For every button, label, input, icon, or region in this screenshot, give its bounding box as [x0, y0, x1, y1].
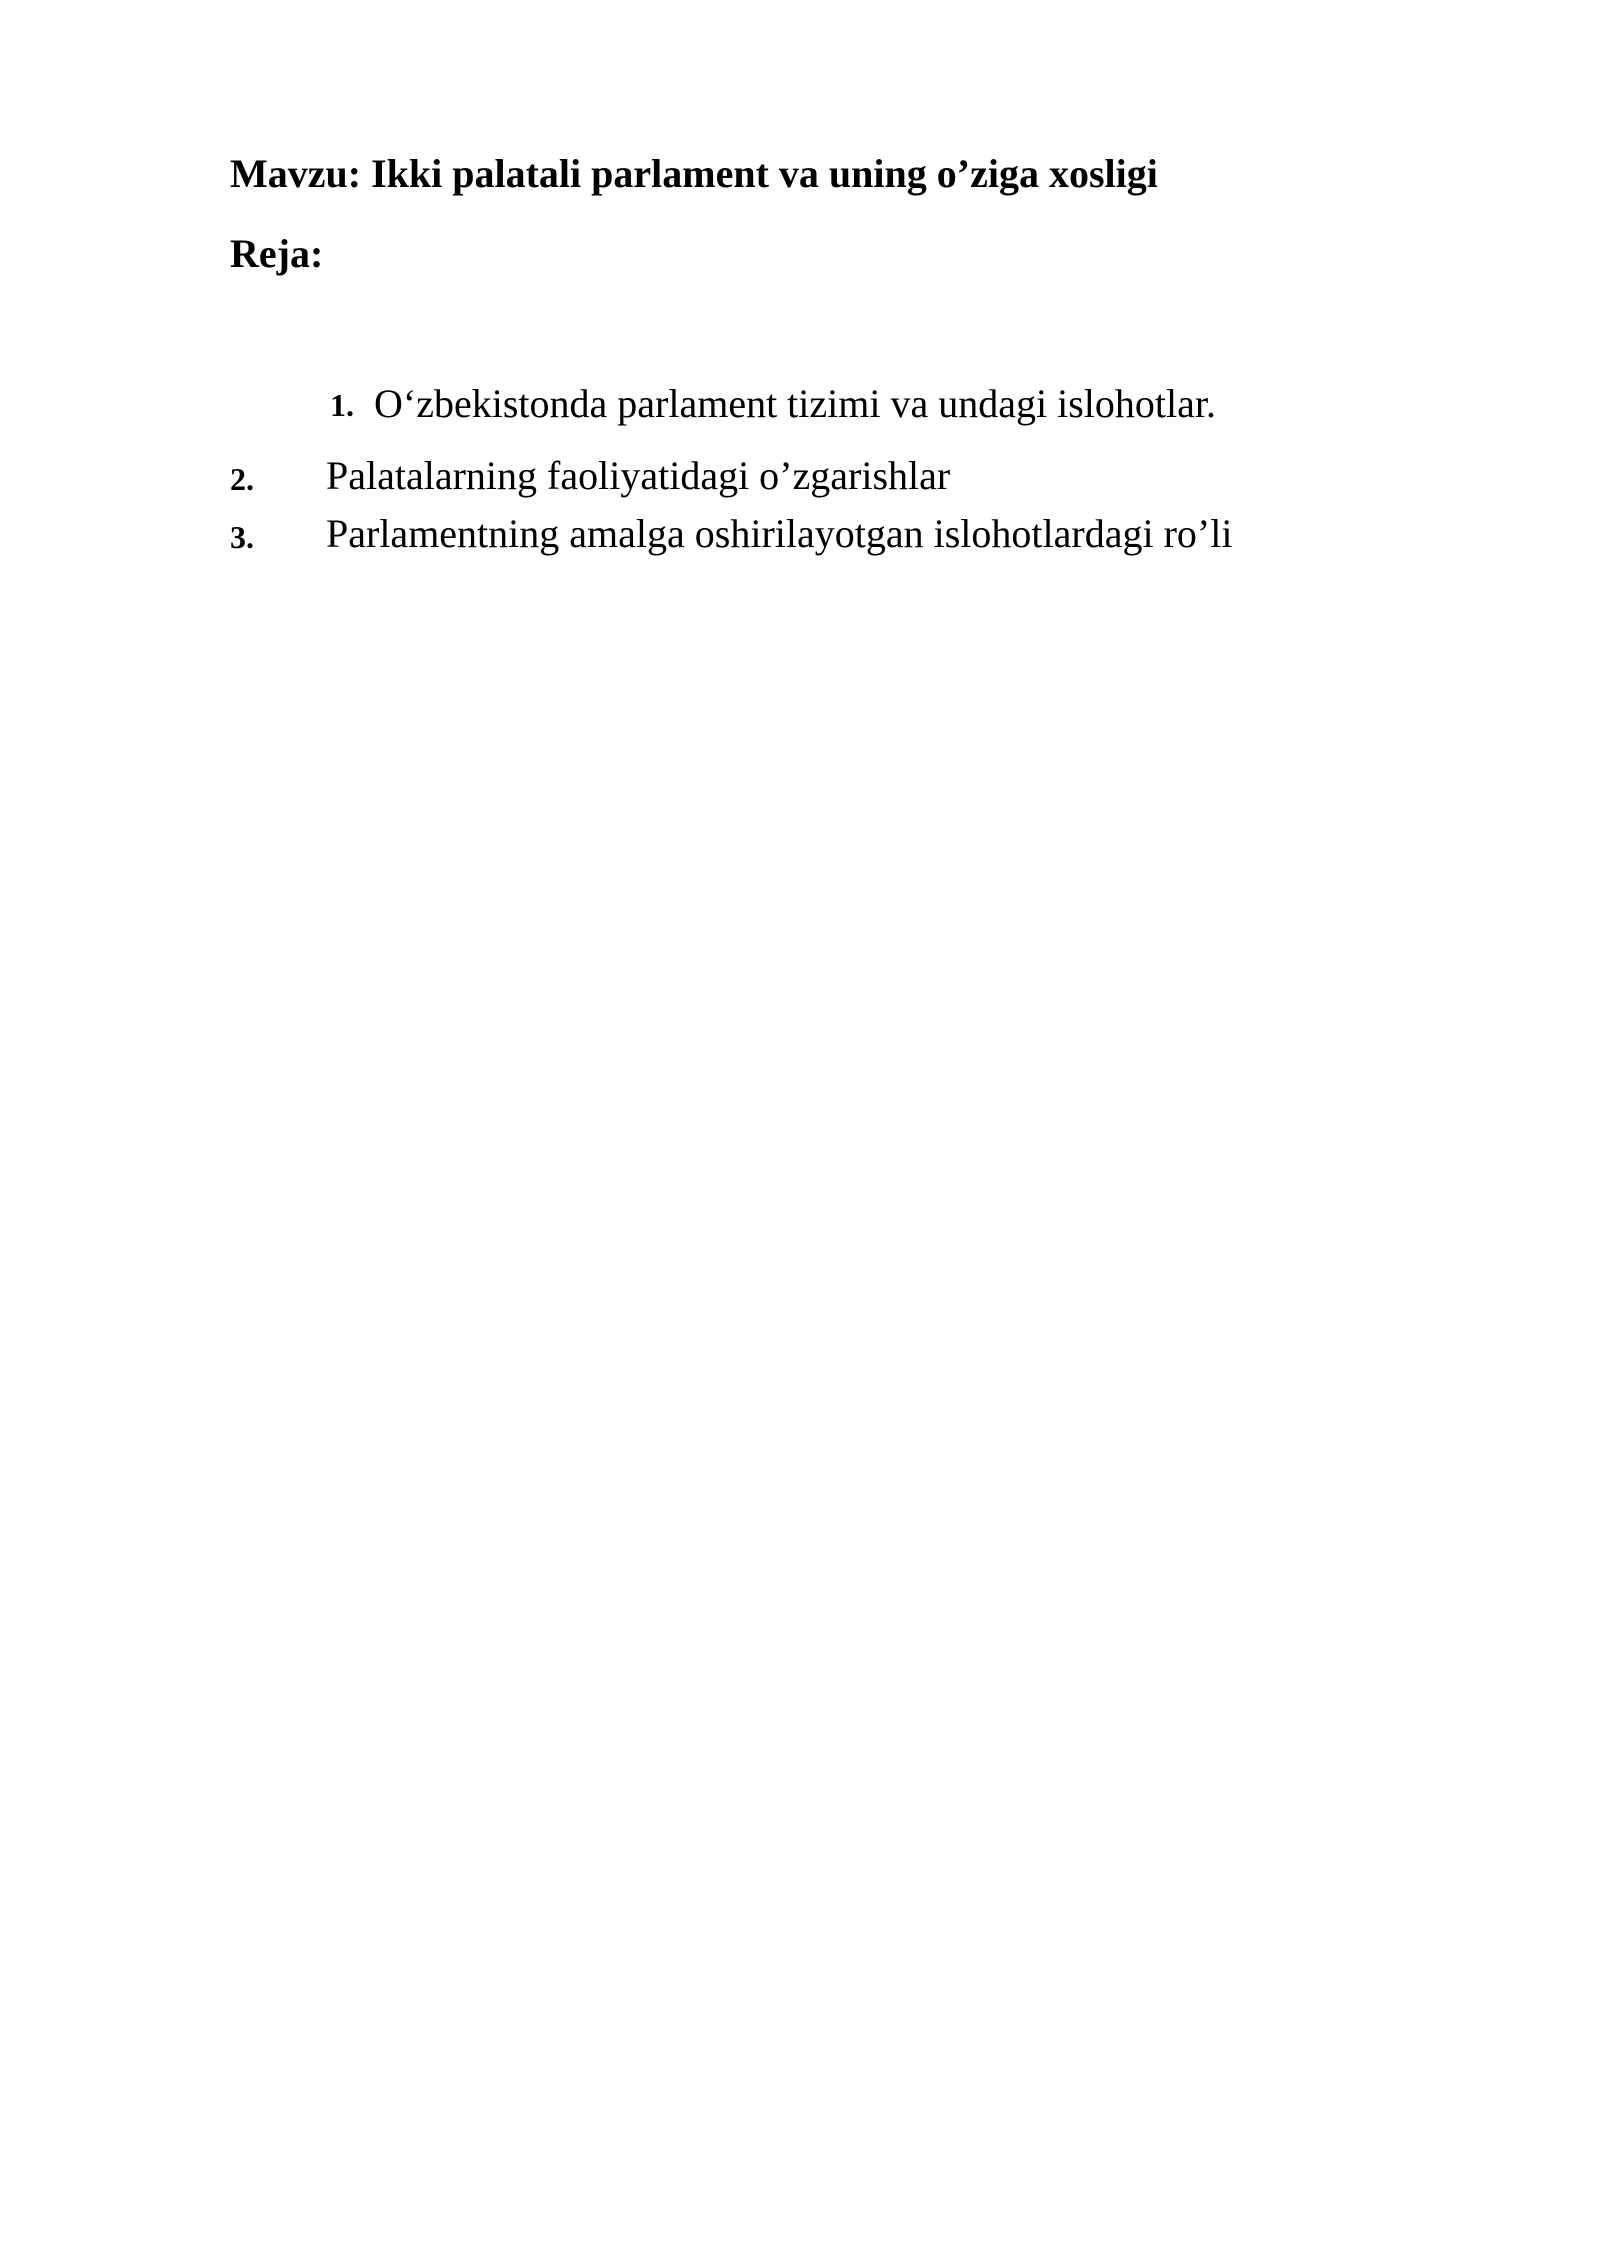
- plan-item-text: Parlamentning amalga oshirilayotgan islohotlardagi ro’li: [326, 511, 1233, 556]
- plan-item-number: 2.: [230, 461, 254, 497]
- plan-item-text: Palatalarning faoliyatidagi o’zgarishlar: [326, 453, 951, 498]
- plan-item-number: 1.: [330, 387, 354, 423]
- plan-item-text: O‘zbekistonda parlament tizimi va undagi islohotlar.: [374, 381, 1217, 426]
- plan-item-number: 3.: [230, 519, 254, 555]
- document-title: Mavzu: Ikki palatali parlament va uning o’ziga xosligi: [230, 151, 1158, 196]
- plan-heading: Reja:: [230, 231, 324, 276]
